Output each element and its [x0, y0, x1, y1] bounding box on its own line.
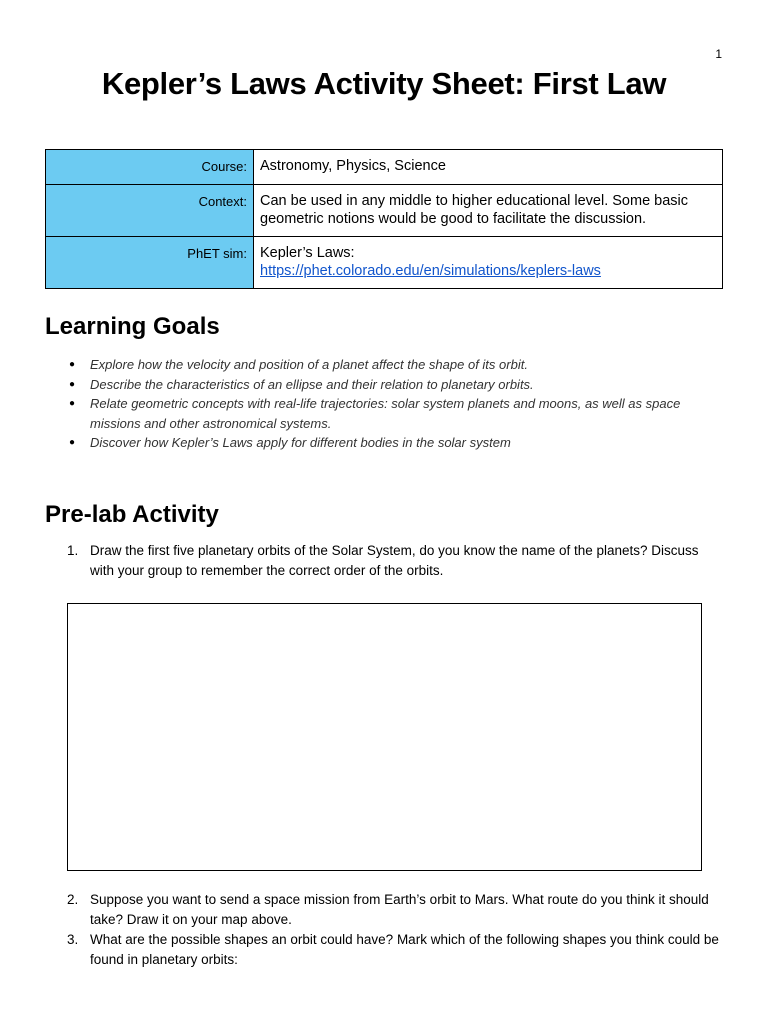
learning-goals-heading: Learning Goals [45, 313, 220, 340]
course-label: Course: [46, 150, 254, 185]
phet-sim-link[interactable]: https://phet.colorado.edu/en/simulations/keplers-laws [260, 263, 601, 279]
step-text: Draw the first five planetary orbits of the Solar System, do you know the name of the planets? Discuss with your group to remember the correct order of the orbits. [90, 543, 699, 578]
learning-goals-list [45, 355, 725, 453]
prelab-heading: Pre-lab Activity [45, 501, 219, 528]
step-number: 1. [67, 543, 79, 558]
goal-text: Explore how the velocity and position of a planet affect the shape of its orbit. [90, 357, 528, 372]
prelab-steps-rest [45, 890, 725, 970]
list-item [45, 433, 725, 453]
step-text: Suppose you want to send a space mission from Earth’s orbit to Mars. What route do you think it should take? Draw it on your map above. [90, 892, 709, 927]
prelab-steps-first [45, 541, 725, 581]
context-value: Can be used in any middle to higher educational level. Some basic geometric notions would be good to facilitate the discussion. [254, 185, 723, 237]
list-item [45, 375, 725, 395]
info-table [45, 149, 723, 289]
drawing-area[interactable] [67, 603, 702, 871]
goal-text: Relate geometric concepts with real-life trajectories: solar system planets and moons, as well as space missions and other astronomical systems. [90, 396, 681, 431]
table-row-context [46, 185, 723, 237]
table-row-course [46, 150, 723, 185]
step-text: What are the possible shapes an orbit could have? Mark which of the following shapes you think could be found in planetary orbits: [90, 932, 719, 967]
phet-value-cell [254, 237, 723, 289]
phet-label: PhET sim: [46, 237, 254, 289]
list-item [45, 394, 725, 433]
bullet-icon: ● [69, 359, 76, 370]
list-item [45, 541, 725, 581]
page-title: Kepler’s Laws Activity Sheet: First Law [101, 66, 667, 101]
bullet-icon: ● [69, 437, 76, 448]
phet-sim-name: Kepler’s Laws: [260, 245, 355, 261]
step-number: 2. [67, 892, 79, 907]
table-row-phet [46, 237, 723, 289]
bullet-icon: ● [69, 398, 76, 409]
list-item [45, 890, 725, 930]
bullet-icon: ● [69, 378, 76, 390]
list-item [45, 355, 725, 375]
list-item [45, 930, 725, 970]
goal-text: Discover how Kepler’s Laws apply for different bodies in the solar system [90, 435, 511, 450]
context-label: Context: [46, 185, 254, 237]
course-value: Astronomy, Physics, Science [254, 150, 723, 185]
step-number: 3. [67, 932, 79, 947]
goal-text: Describe the characteristics of an ellipse and their relation to planetary orbits. [90, 376, 534, 392]
page-number: 1 [715, 47, 722, 61]
